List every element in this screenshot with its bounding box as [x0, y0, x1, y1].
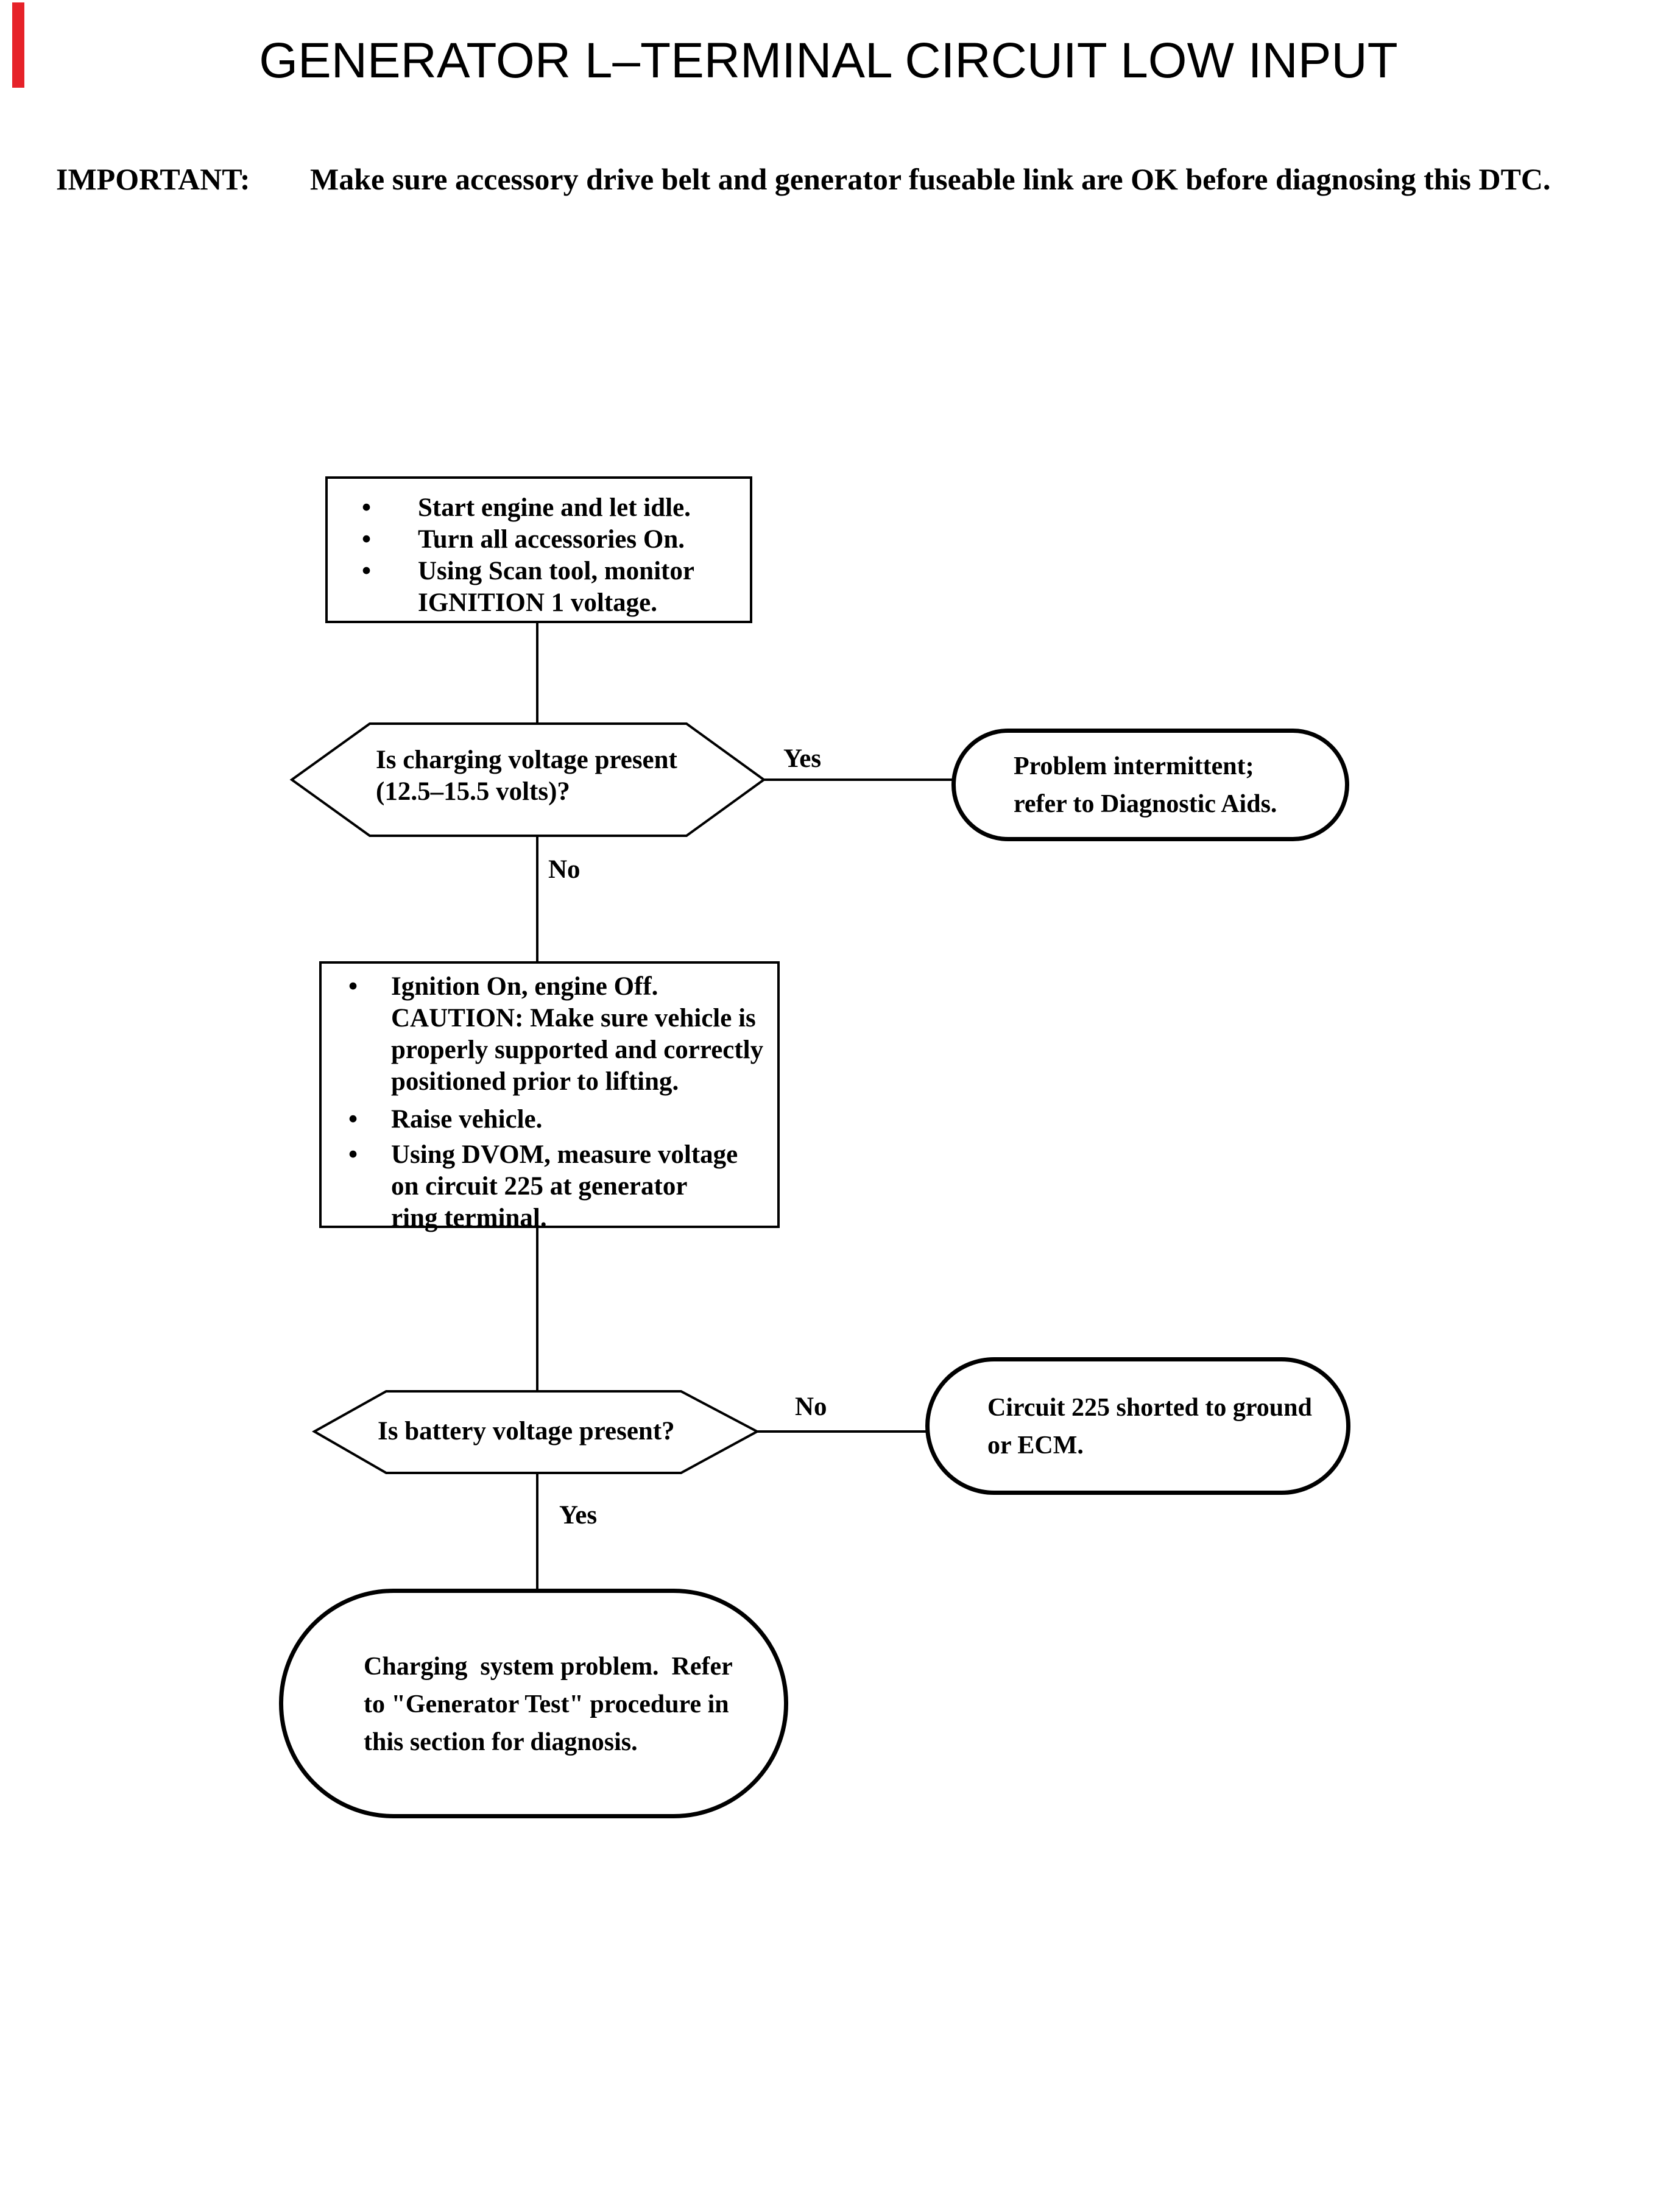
bullet-icon: •: [362, 525, 372, 554]
step-text: IGNITION 1 voltage.: [418, 588, 657, 617]
step-text: Using Scan tool, monitor: [418, 557, 694, 585]
terminal-line: Circuit 225 shorted to ground: [987, 1394, 1312, 1422]
label-no-1: No: [548, 855, 581, 884]
terminal-line: refer to Diagnostic Aids.: [1014, 790, 1277, 818]
step-text: Start engine and let idle.: [418, 493, 691, 522]
decision-battery-voltage-text: [378, 1416, 675, 1447]
action-box: [319, 961, 780, 1232]
bullet-icon: •: [362, 493, 372, 522]
terminal-line: Charging system problem. Refer: [364, 1653, 733, 1681]
decision-line: (12.5–15.5 volts)?: [376, 777, 570, 806]
terminal-problem-intermittent: [951, 729, 1349, 841]
bullet-icon: •: [348, 1105, 358, 1134]
decision-charging-voltage-text: [376, 744, 677, 808]
list-item: [328, 492, 750, 524]
list-item: [328, 556, 750, 619]
list-item: [328, 524, 750, 556]
step-text: Turn all accessories On.: [418, 525, 685, 554]
label-yes-1: Yes: [783, 744, 822, 773]
step-text: properly supported and correctly: [391, 1036, 764, 1064]
terminal-line: Problem intermittent;: [1014, 752, 1254, 780]
terminal-circuit-shorted: [925, 1357, 1350, 1495]
start-box: [325, 476, 752, 623]
bullet-icon: •: [348, 972, 358, 1001]
bullet-icon: •: [362, 557, 372, 585]
label-yes-2: Yes: [559, 1501, 598, 1530]
step-text: Raise vehicle.: [391, 1105, 543, 1134]
important-note: Make sure accessory drive belt and generator fuseable link are OK before diagnosing this DTC.: [310, 162, 1551, 196]
decision-line: Is battery voltage present?: [378, 1417, 675, 1446]
step-text: positioned prior to lifting.: [391, 1067, 679, 1096]
label-no-2: No: [795, 1393, 827, 1421]
terminal-charging-system-problem: [279, 1589, 788, 1818]
step-text: ring terminal.: [391, 1204, 547, 1232]
terminal-line: to "Generator Test" procedure in: [364, 1690, 729, 1718]
bullet-icon: •: [348, 1140, 358, 1169]
step-text: Ignition On, engine Off.: [391, 972, 658, 1001]
step-text: CAUTION: Make sure vehicle is: [391, 1004, 756, 1033]
step-text: Using DVOM, measure voltage: [391, 1140, 738, 1169]
important-label: IMPORTANT:: [56, 162, 250, 196]
step-text: on circuit 225 at generator: [391, 1172, 688, 1201]
list-item: [322, 1104, 777, 1135]
terminal-line: this section for diagnosis.: [364, 1728, 638, 1756]
list-item: [322, 971, 777, 1098]
page-title: GENERATOR L–TERMINAL CIRCUIT LOW INPUT: [259, 33, 1398, 88]
list-item: [322, 1139, 777, 1234]
terminal-line: or ECM.: [987, 1432, 1084, 1460]
decision-line: Is charging voltage present: [376, 746, 677, 774]
